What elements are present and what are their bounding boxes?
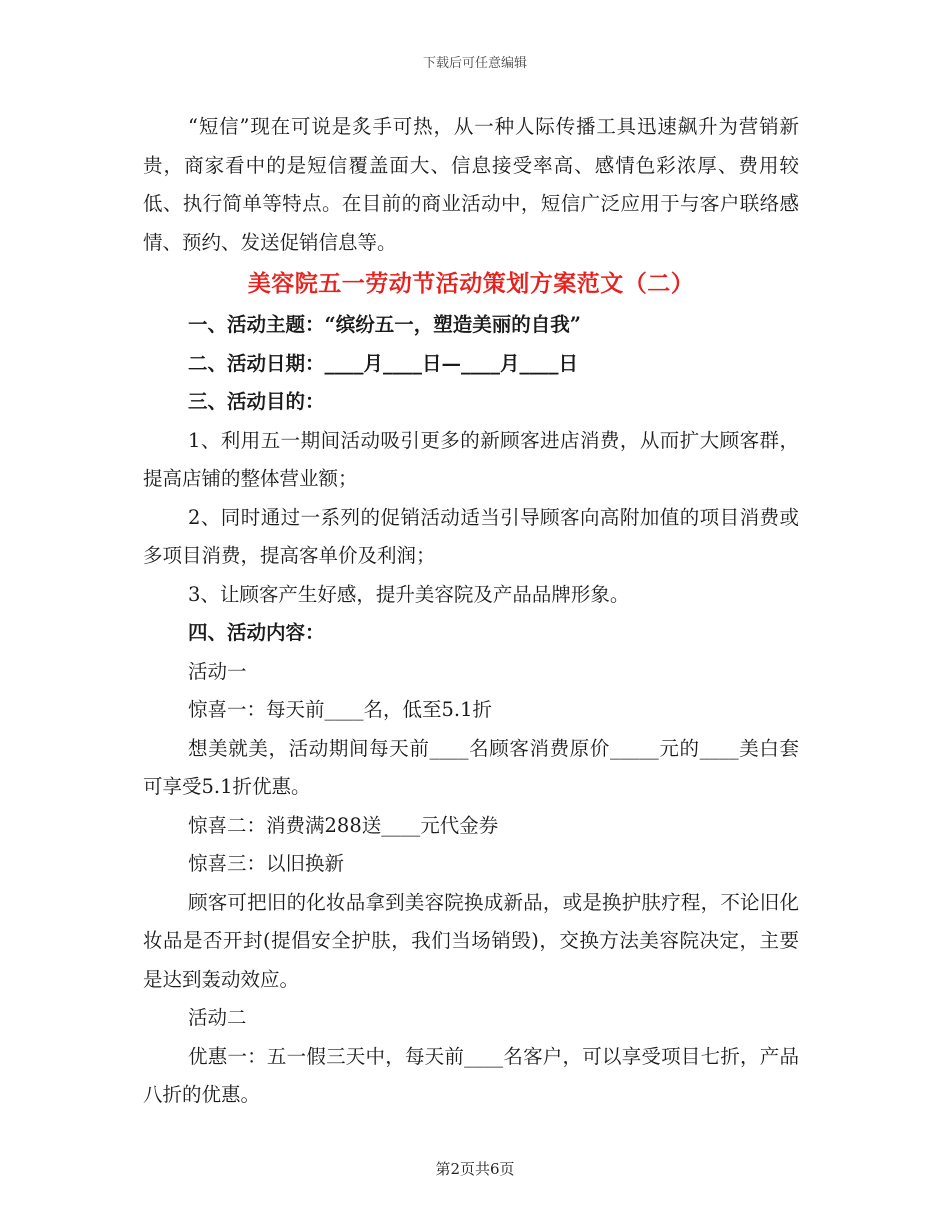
surprise-three-description: 顾客可把旧的化妆品拿到美容院换成新品，或是换护肤疗程，不论旧化妆品是否开封(提倡安全护肤，我们当场销毁)，交换方法美容院决定，主要是达到轰动效应。 [143,890,799,991]
activity-date: 二、活动日期：____月____日—____月____日 [188,351,579,375]
content-heading: 四、活动内容： [188,621,325,644]
intro-paragraph: “短信”现在可说是炙手可热，从一种人际传播工具迅速飙升为营销新贵，商家看中的是短信覆盖面大、信息接受率高、感情色彩浓厚、费用较低、执行简单等特点。在目前的商业活动中，短信广泛应用于与客户联络感情、预约、发送促销信息等。 [143,115,799,254]
surprise-three: 惊喜三：以旧换新 [188,852,345,875]
activity-theme: 一、活动主题：“缤纷五一，塑造美丽的自我” [188,313,581,336]
purpose-heading: 三、活动目的： [188,390,325,413]
activity-one-label: 活动一 [188,659,247,683]
page-footer: 第2页共6页 [435,1160,515,1178]
document-body [143,108,799,1115]
purpose-item-2: 2、同时通过一系列的促销活动适当引导顾客向高附加值的项目消费或多项目消费，提高客单价及利润； [143,505,799,567]
surprise-one: 惊喜一：每天前____名，低至5.1折 [188,698,493,721]
purpose-item-1: 1、利用五一期间活动吸引更多的新顾客进店消费，从而扩大顾客群，提高店铺的整体营业额； [143,428,799,490]
discount-one: 优惠一：五一假三天中，每天前____名客户，可以享受项目七折，产品八折的优惠。 [143,1044,799,1106]
surprise-two: 惊喜二：消费满288送____元代金券 [188,813,499,837]
activity-two-label: 活动二 [188,1006,247,1029]
document-title: 美容院五一劳动节活动策划方案范文（二） [247,270,695,297]
page-header: 下载后可任意编辑 [422,56,527,71]
surprise-one-description: 想美就美，活动期间每天前____名顾客消费原价_____元的____美白套可享受5.1折优惠。 [143,736,799,798]
purpose-item-3: 3、让顾客产生好感，提升美容院及产品品牌形象。 [188,582,630,606]
